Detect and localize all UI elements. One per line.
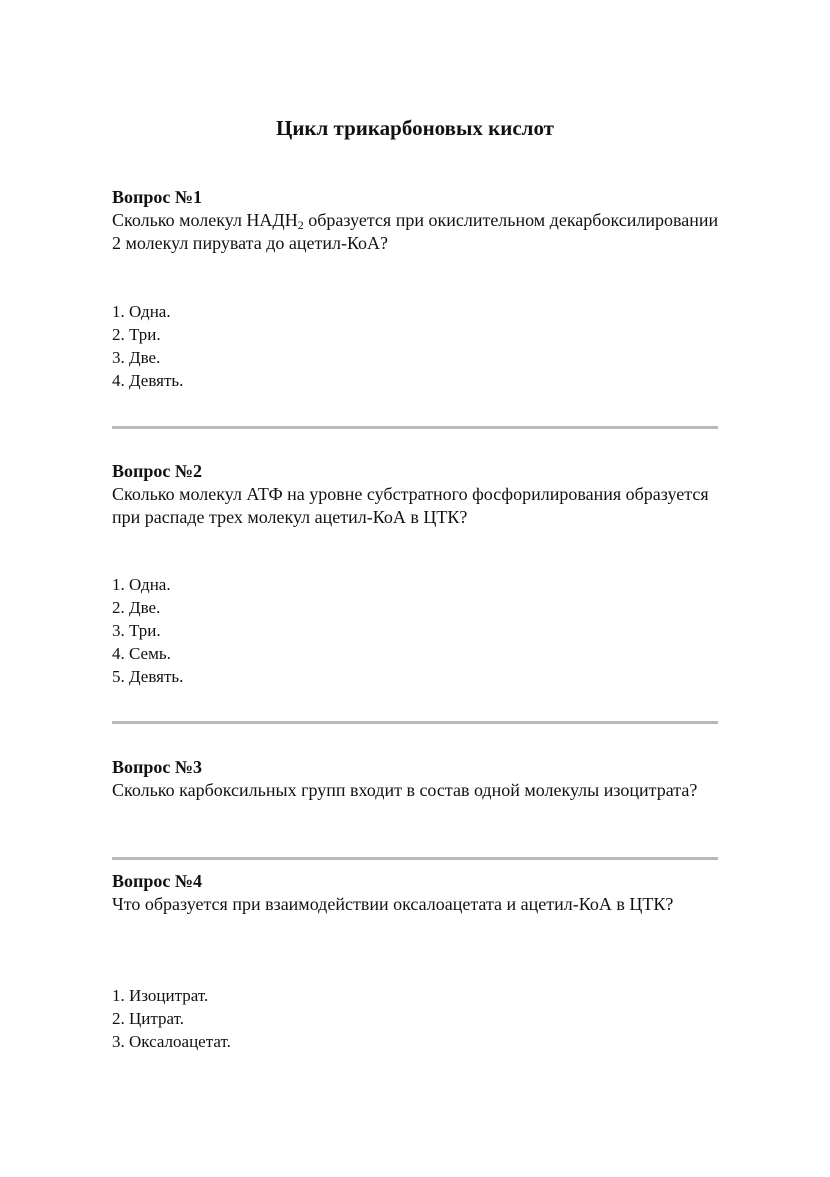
question-2 [112,460,722,529]
question-4-text: Что образуется при взаимодействии оксалоацетата и ацетил-КоА в ЦТК? [112,894,674,914]
answer-option: 1. Изоцитрат. [112,986,209,1005]
question-1 [112,186,722,255]
question-2-options [112,573,712,688]
question-1-text [112,209,722,255]
answer-option: 3. Три. [112,621,161,640]
question-4-heading: Вопрос №4 [112,871,202,891]
question-3 [112,756,722,802]
question-divider [112,426,718,429]
question-3-text: Сколько карбоксильных групп входит в состав одной молекулы изоцитрата? [112,780,698,800]
answer-option: 3. Оксалоацетат. [112,1032,231,1051]
question-1-heading: Вопрос №1 [112,187,202,207]
question-divider [112,721,718,724]
question-1-text-part: Сколько молекул НАДН [112,210,298,230]
answer-option: 3. Две. [112,348,161,367]
question-1-text-rest: образуется при окислительном декарбоксилировании 2 молекул пирувата до ацетил-КоА? [112,210,719,253]
answer-option: 1. Одна. [112,575,171,594]
question-2-heading: Вопрос №2 [112,461,202,481]
question-4 [112,870,722,916]
answer-option: 1. Одна. [112,302,171,321]
question-3-heading: Вопрос №3 [112,757,202,777]
question-divider [112,857,718,860]
answer-option: 4. Девять. [112,371,184,390]
page-title: Цикл трикарбоновых кислот [275,116,554,140]
question-4-options [112,984,712,1053]
answer-option: 2. Две. [112,598,161,617]
question-2-text: Сколько молекул АТФ на уровне субстратного фосфорилирования образуется при распаде трех молекул ацетил-КоА в ЦТК? [112,484,709,527]
answer-option: 5. Девять. [112,667,184,686]
answer-option: 2. Цитрат. [112,1009,185,1028]
answer-option: 4. Семь. [112,644,171,663]
question-1-subscript: 2 [297,218,304,232]
answer-option: 2. Три. [112,325,161,344]
question-1-options [112,300,712,392]
